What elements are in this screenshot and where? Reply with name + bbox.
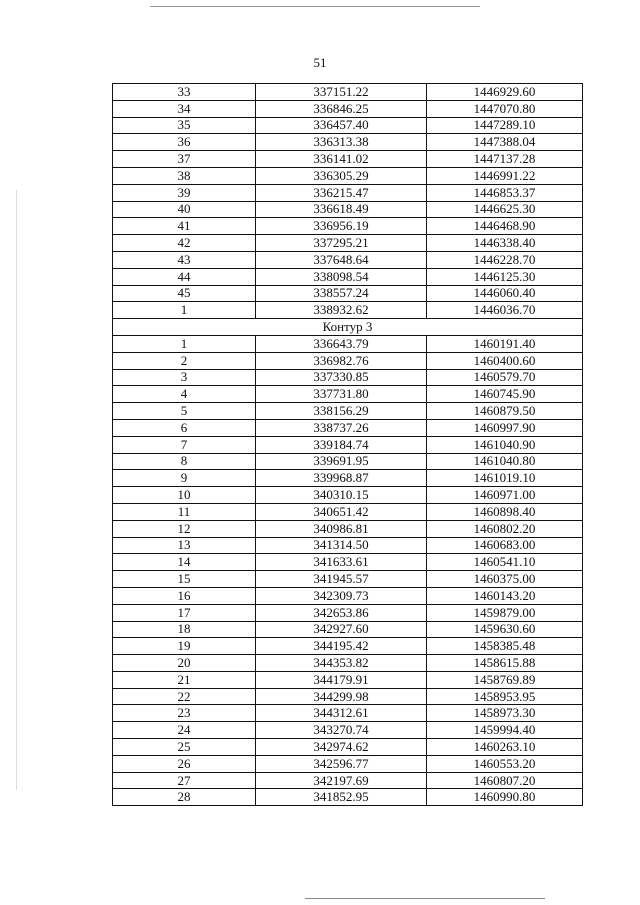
bottom-rule: [305, 898, 545, 899]
table-row: [113, 84, 583, 101]
y-coordinate-cell: 1460400.60: [427, 352, 583, 369]
table-row: [113, 554, 583, 571]
point-number-cell: 25: [113, 739, 256, 756]
x-coordinate-cell: 344299.98: [256, 688, 427, 705]
y-coordinate-cell: 1446228.70: [427, 251, 583, 268]
y-coordinate-cell: 1461040.90: [427, 436, 583, 453]
x-coordinate-cell: 338932.62: [256, 302, 427, 319]
table-row: [113, 739, 583, 756]
x-coordinate-cell: 344312.61: [256, 705, 427, 722]
table-row: [113, 335, 583, 352]
y-coordinate-cell: 1459994.40: [427, 722, 583, 739]
y-coordinate-cell: 1461040.80: [427, 453, 583, 470]
x-coordinate-cell: 336141.02: [256, 151, 427, 168]
point-number-cell: 45: [113, 285, 256, 302]
table-row: [113, 755, 583, 772]
point-number-cell: 1: [113, 302, 256, 319]
table-row: [113, 520, 583, 537]
y-coordinate-cell: 1460802.20: [427, 520, 583, 537]
x-coordinate-cell: 338557.24: [256, 285, 427, 302]
y-coordinate-cell: 1446060.40: [427, 285, 583, 302]
point-number-cell: 27: [113, 772, 256, 789]
table-row: [113, 235, 583, 252]
y-coordinate-cell: 1460191.40: [427, 335, 583, 352]
y-coordinate-cell: 1447289.10: [427, 117, 583, 134]
x-coordinate-cell: 338737.26: [256, 419, 427, 436]
x-coordinate-cell: 336457.40: [256, 117, 427, 134]
y-coordinate-cell: 1460683.00: [427, 537, 583, 554]
x-coordinate-cell: 342974.62: [256, 739, 427, 756]
y-coordinate-cell: 1460263.10: [427, 739, 583, 756]
page-number: 51: [313, 55, 327, 70]
point-number-cell: 9: [113, 470, 256, 487]
point-number-cell: 33: [113, 84, 256, 101]
point-number-cell: 38: [113, 167, 256, 184]
x-coordinate-cell: 336618.49: [256, 201, 427, 218]
x-coordinate-cell: 339184.74: [256, 436, 427, 453]
point-number-cell: 22: [113, 688, 256, 705]
y-coordinate-cell: 1460553.20: [427, 755, 583, 772]
table-row: [113, 688, 583, 705]
table-row: [113, 655, 583, 672]
x-coordinate-cell: 342197.69: [256, 772, 427, 789]
y-coordinate-cell: 1446125.30: [427, 268, 583, 285]
x-coordinate-cell: 337330.85: [256, 369, 427, 386]
y-coordinate-cell: 1460143.20: [427, 587, 583, 604]
table-row: [113, 487, 583, 504]
y-coordinate-cell: 1460807.20: [427, 772, 583, 789]
table-row: [113, 772, 583, 789]
point-number-cell: 37: [113, 151, 256, 168]
x-coordinate-cell: 336956.19: [256, 218, 427, 235]
x-coordinate-cell: 339691.95: [256, 453, 427, 470]
table-row: [113, 251, 583, 268]
point-number-cell: 19: [113, 638, 256, 655]
table-row: [113, 436, 583, 453]
y-coordinate-cell: 1460898.40: [427, 503, 583, 520]
table-row: [113, 705, 583, 722]
y-coordinate-cell: 1461019.10: [427, 470, 583, 487]
y-coordinate-cell: 1460541.10: [427, 554, 583, 571]
x-coordinate-cell: 336982.76: [256, 352, 427, 369]
point-number-cell: 41: [113, 218, 256, 235]
x-coordinate-cell: 337731.80: [256, 386, 427, 403]
point-number-cell: 11: [113, 503, 256, 520]
x-coordinate-cell: 340310.15: [256, 487, 427, 504]
table-row: [113, 117, 583, 134]
y-coordinate-cell: 1458615.88: [427, 655, 583, 672]
x-coordinate-cell: 342596.77: [256, 755, 427, 772]
x-coordinate-cell: 341314.50: [256, 537, 427, 554]
x-coordinate-cell: 336846.25: [256, 100, 427, 117]
x-coordinate-cell: 336305.29: [256, 167, 427, 184]
table-row: [113, 151, 583, 168]
x-coordinate-cell: 337295.21: [256, 235, 427, 252]
table-row: [113, 285, 583, 302]
point-number-cell: 12: [113, 520, 256, 537]
table-row: [113, 671, 583, 688]
left-margin-mark: [16, 190, 17, 790]
table-row: [113, 604, 583, 621]
point-number-cell: 43: [113, 251, 256, 268]
point-number-cell: 5: [113, 403, 256, 420]
table-row: [113, 789, 583, 806]
x-coordinate-cell: 338098.54: [256, 268, 427, 285]
y-coordinate-cell: 1446036.70: [427, 302, 583, 319]
point-number-cell: 7: [113, 436, 256, 453]
table-row: [113, 503, 583, 520]
point-number-cell: 21: [113, 671, 256, 688]
y-coordinate-cell: 1446991.22: [427, 167, 583, 184]
point-number-cell: 13: [113, 537, 256, 554]
table-row: [113, 201, 583, 218]
x-coordinate-cell: 342653.86: [256, 604, 427, 621]
point-number-cell: 2: [113, 352, 256, 369]
point-number-cell: 39: [113, 184, 256, 201]
x-coordinate-cell: 341945.57: [256, 571, 427, 588]
y-coordinate-cell: 1459630.60: [427, 621, 583, 638]
point-number-cell: 3: [113, 369, 256, 386]
y-coordinate-cell: 1458385.48: [427, 638, 583, 655]
point-number-cell: 4: [113, 386, 256, 403]
x-coordinate-cell: 340986.81: [256, 520, 427, 537]
y-coordinate-cell: 1460971.00: [427, 487, 583, 504]
table-row: [113, 470, 583, 487]
point-number-cell: 1: [113, 335, 256, 352]
y-coordinate-cell: 1446625.30: [427, 201, 583, 218]
y-coordinate-cell: 1447137.28: [427, 151, 583, 168]
table-row: [113, 403, 583, 420]
point-number-cell: 44: [113, 268, 256, 285]
y-coordinate-cell: 1460579.70: [427, 369, 583, 386]
point-number-cell: 15: [113, 571, 256, 588]
point-number-cell: 35: [113, 117, 256, 134]
top-rule: [150, 6, 480, 7]
y-coordinate-cell: 1460745.90: [427, 386, 583, 403]
point-number-cell: 20: [113, 655, 256, 672]
point-number-cell: 6: [113, 419, 256, 436]
x-coordinate-cell: 337648.64: [256, 251, 427, 268]
table-row: [113, 587, 583, 604]
point-number-cell: 10: [113, 487, 256, 504]
x-coordinate-cell: 340651.42: [256, 503, 427, 520]
point-number-cell: 23: [113, 705, 256, 722]
point-number-cell: 18: [113, 621, 256, 638]
y-coordinate-cell: 1459879.00: [427, 604, 583, 621]
x-coordinate-cell: 337151.22: [256, 84, 427, 101]
section-title: Контур 3: [113, 319, 583, 336]
x-coordinate-cell: 336215.47: [256, 184, 427, 201]
y-coordinate-cell: 1446853.37: [427, 184, 583, 201]
x-coordinate-cell: 338156.29: [256, 403, 427, 420]
y-coordinate-cell: 1458769.89: [427, 671, 583, 688]
table-row: [113, 621, 583, 638]
point-number-cell: 14: [113, 554, 256, 571]
point-number-cell: 24: [113, 722, 256, 739]
point-number-cell: 16: [113, 587, 256, 604]
point-number-cell: 26: [113, 755, 256, 772]
point-number-cell: 40: [113, 201, 256, 218]
table-row: [113, 722, 583, 739]
x-coordinate-cell: 342927.60: [256, 621, 427, 638]
y-coordinate-cell: 1460375.00: [427, 571, 583, 588]
x-coordinate-cell: 342309.73: [256, 587, 427, 604]
point-number-cell: 36: [113, 134, 256, 151]
x-coordinate-cell: 341852.95: [256, 789, 427, 806]
table-row: [113, 134, 583, 151]
x-coordinate-cell: 343270.74: [256, 722, 427, 739]
coordinates-table-body: [113, 84, 583, 806]
point-number-cell: 34: [113, 100, 256, 117]
table-row: [113, 571, 583, 588]
y-coordinate-cell: 1446468.90: [427, 218, 583, 235]
table-row: [113, 184, 583, 201]
y-coordinate-cell: 1460879.50: [427, 403, 583, 420]
point-number-cell: 42: [113, 235, 256, 252]
table-row: [113, 218, 583, 235]
y-coordinate-cell: 1460990.80: [427, 789, 583, 806]
coordinates-table: [112, 83, 583, 806]
table-row: [113, 352, 583, 369]
table-row: [113, 268, 583, 285]
y-coordinate-cell: 1458953.95: [427, 688, 583, 705]
point-number-cell: 8: [113, 453, 256, 470]
table-row: [113, 369, 583, 386]
table-row: [113, 167, 583, 184]
point-number-cell: 28: [113, 789, 256, 806]
table-row: [113, 386, 583, 403]
x-coordinate-cell: 339968.87: [256, 470, 427, 487]
x-coordinate-cell: 344179.91: [256, 671, 427, 688]
x-coordinate-cell: 336313.38: [256, 134, 427, 151]
section-row: [113, 319, 583, 336]
y-coordinate-cell: 1458973.30: [427, 705, 583, 722]
table-row: [113, 453, 583, 470]
table-row: [113, 537, 583, 554]
x-coordinate-cell: 344195.42: [256, 638, 427, 655]
table-row: [113, 302, 583, 319]
y-coordinate-cell: 1447070.80: [427, 100, 583, 117]
table-row: [113, 419, 583, 436]
y-coordinate-cell: 1446338.40: [427, 235, 583, 252]
y-coordinate-cell: 1447388.04: [427, 134, 583, 151]
table-row: [113, 100, 583, 117]
x-coordinate-cell: 336643.79: [256, 335, 427, 352]
table-row: [113, 638, 583, 655]
x-coordinate-cell: 341633.61: [256, 554, 427, 571]
y-coordinate-cell: 1460997.90: [427, 419, 583, 436]
point-number-cell: 17: [113, 604, 256, 621]
x-coordinate-cell: 344353.82: [256, 655, 427, 672]
y-coordinate-cell: 1446929.60: [427, 84, 583, 101]
